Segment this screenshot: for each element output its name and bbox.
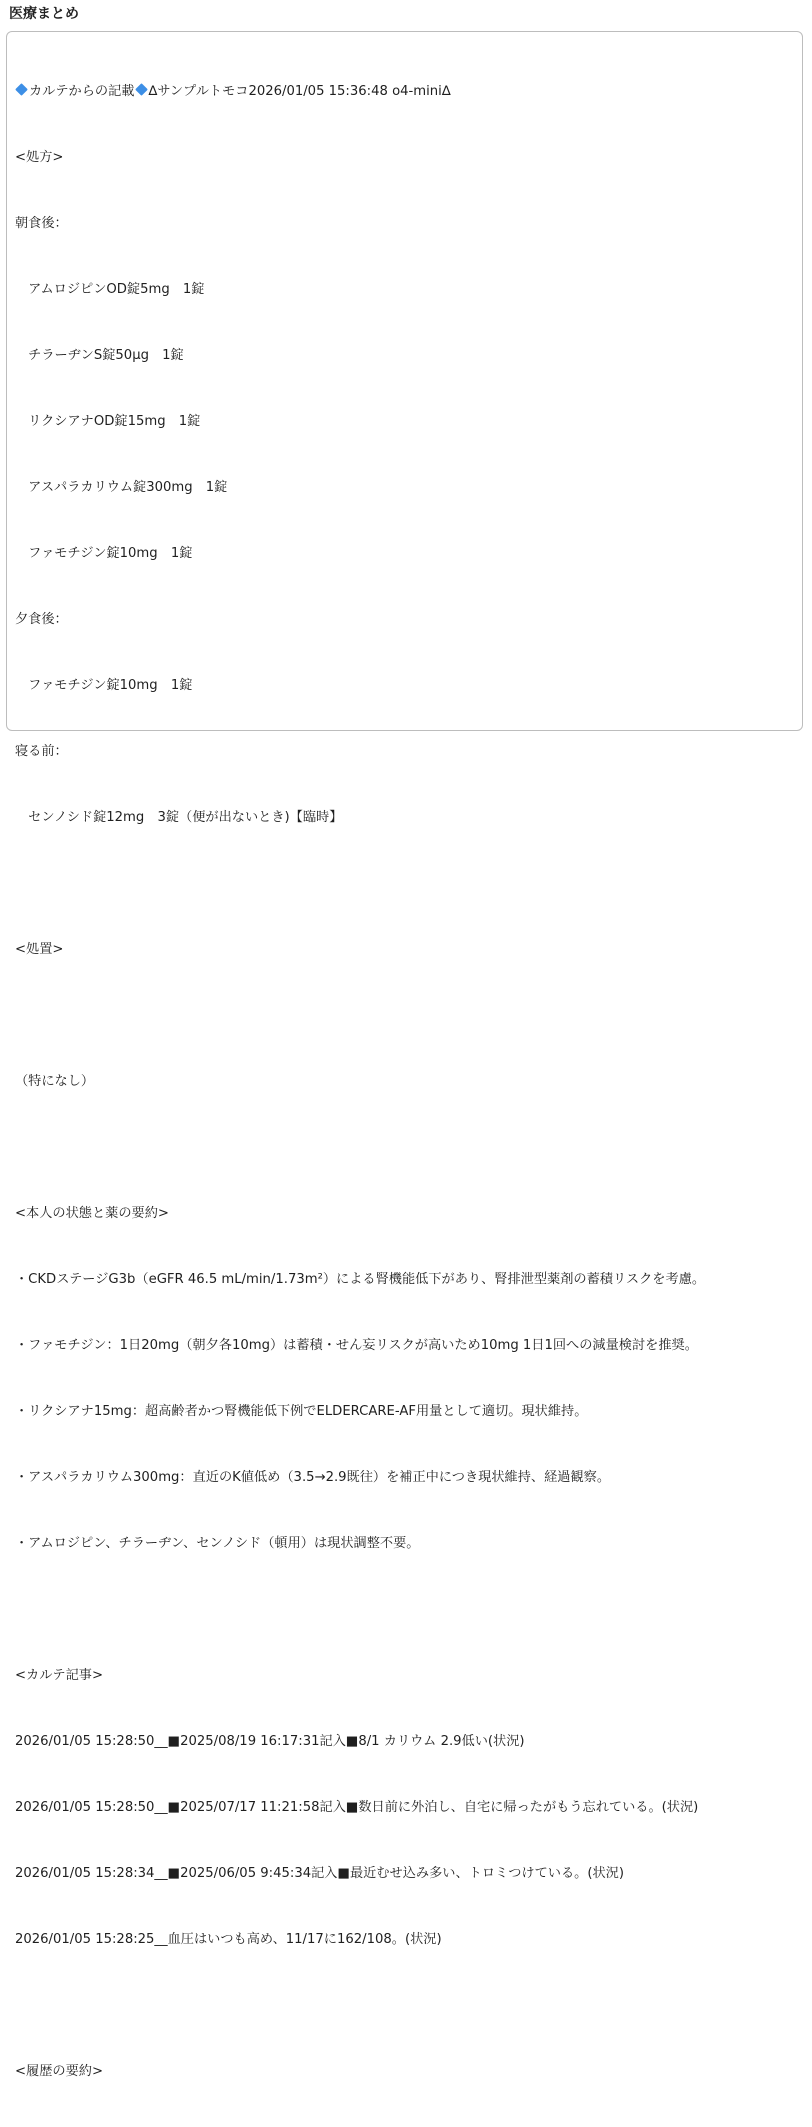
summary-line: ファモチジン錠10mg 1錠 [15, 678, 193, 693]
medical-summary-textarea[interactable] [6, 31, 803, 2079]
summary-line: <処方> [15, 150, 64, 165]
summary-line [15, 1599, 798, 1621]
summary-line: <カルテ記事> [15, 1668, 104, 1683]
summary-line [15, 1995, 798, 2017]
summary-line: センノシド錠12mg 3錠（便が出ないとき)【臨時】 [15, 810, 343, 825]
summary-header-line [15, 81, 798, 103]
summary-header-meta: ∆サンプルトモコ2026/01/05 15:36:48 o4-mini∆ [148, 84, 451, 99]
summary-line: 2026/01/05 15:28:50__■2025/07/17 11:21:58記入■数日前に外泊し、自宅に帰ったがもう忘れている。(状況) [15, 1800, 699, 1815]
blue-diamond-icon [15, 83, 28, 96]
panel-title: 医療まとめ [9, 6, 79, 22]
summary-line: <履歴の要約> [15, 2064, 104, 2079]
summary-line: 2026/01/05 15:28:50__■2025/08/19 16:17:31記入■8/1 カリウム 2.9低い(状況) [15, 1734, 525, 1749]
summary-line: リクシアナOD錠15mg 1錠 [15, 414, 201, 429]
summary-line: 朝食後： [15, 216, 68, 231]
summary-line: ・CKDステージG3b（eGFR 46.5 mL/min/1.73m²）による腎機能低下があり、腎排泄型薬剤の蓄積リスクを考慮。 [15, 1272, 706, 1287]
summary-line: （特になし） [15, 1074, 95, 1089]
summary-line: 2026/01/05 15:28:25__血圧はいつも高め、11/17に162/108。(状況) [15, 1932, 442, 1947]
summary-line: <処置> [15, 942, 64, 957]
summary-line: 夕食後： [15, 612, 68, 627]
summary-line: チラーヂンS錠50μg 1錠 [15, 348, 184, 363]
blue-diamond-icon [135, 83, 148, 96]
summary-line [15, 873, 798, 895]
summary-line: <本人の状態と薬の要約> [15, 1206, 169, 1221]
summary-line: アスパラカリウム錠300mg 1錠 [15, 480, 228, 495]
summary-line: ファモチジン錠10mg 1錠 [15, 546, 193, 561]
summary-line: ・ファモチジン：1日20mg（朝夕各10mg）は蓄積・せん妄リスクが高いため10mg 1日1回への減量検討を推奨。 [15, 1338, 698, 1353]
summary-line: ・アムロジピン、チラーヂン、センノシド（頓用）は現状調整不要。 [15, 1536, 420, 1551]
summary-line: 2026/01/05 15:28:34__■2025/06/05 9:45:34記入■最近むせ込み多い、トロミつけている。(状況) [15, 1866, 624, 1881]
summary-line [15, 1137, 798, 1159]
medical-summary-content [15, 37, 798, 2127]
summary-line: アムロジピンOD錠5mg 1錠 [15, 282, 205, 297]
summary-line [15, 1005, 798, 1027]
summary-line: ・リクシアナ15mg：超高齢者かつ腎機能低下例でELDERCARE-AF用量として適切。現状維持。 [15, 1404, 588, 1419]
summary-line: ・アスパラカリウム300mg：直近のK値低め（3.5→2.9既往）を補正中につき現状維持、経過観察。 [15, 1470, 611, 1485]
summary-header-title: カルテからの記載 [29, 84, 135, 99]
summary-line: 寝る前： [15, 744, 68, 759]
